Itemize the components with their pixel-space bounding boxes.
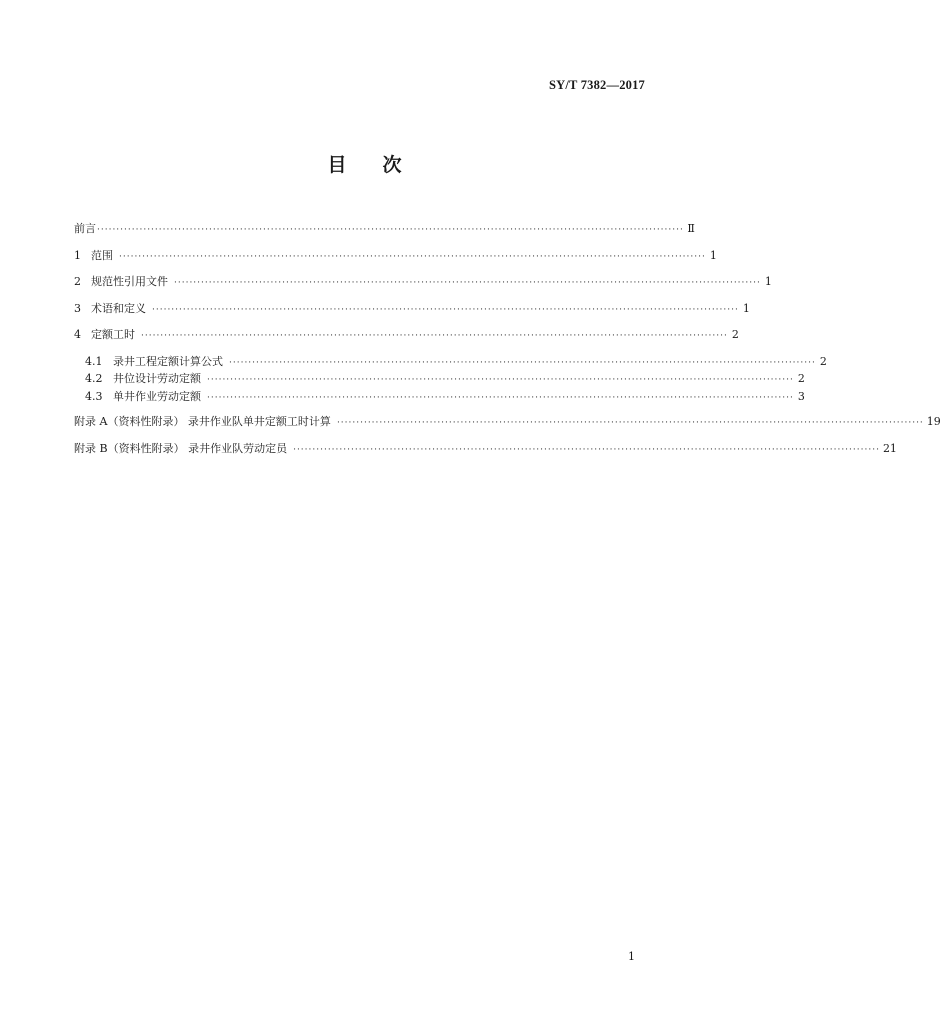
toc-section-number: 4.1 (85, 354, 103, 368)
toc-page-number: 1 (764, 275, 772, 288)
toc-entry-label: 录井工程定额计算公式 (113, 354, 223, 368)
toc-entry-label: 井位设计劳动定额 (113, 372, 201, 385)
toc-page-number: 21 (882, 441, 897, 455)
toc-section-number: 4 (74, 328, 81, 341)
toc-dot-leader: ························································································································································ (152, 304, 739, 315)
toc-dot-leader: ························································································································································ (119, 251, 706, 262)
toc-entry-4-3[interactable] (74, 388, 805, 406)
toc-entry-3[interactable] (74, 300, 750, 318)
toc-dot-leader: ························································································································································ (207, 392, 794, 403)
toc-dot-leader: ························································································································································ (97, 225, 684, 235)
toc-dot-leader: ························································································································································ (207, 375, 794, 385)
toc-page-number: Ⅱ (687, 222, 695, 235)
page-title: 目次 (327, 154, 438, 176)
toc-entry-4-1[interactable] (74, 353, 827, 371)
toc-section-number: 2 (74, 275, 81, 288)
toc-entry-4-2[interactable] (74, 370, 805, 388)
toc-page-number: 1 (709, 248, 717, 262)
toc-section-number: 1 (74, 248, 81, 262)
toc-page-number: 1 (742, 301, 750, 315)
page-number: 1 (628, 950, 635, 963)
toc-entry-label: 附录 B（资料性附录） 录井作业队劳动定员 (74, 441, 288, 455)
toc-entry-label: 术语和定义 (91, 301, 146, 315)
toc-entry-label: 附录 A（资料性附录） 录井作业队单井定额工时计算 (74, 415, 331, 428)
toc-page-number: 2 (819, 354, 827, 368)
toc-page-number: 2 (797, 372, 805, 385)
toc-entry-2[interactable] (74, 273, 772, 291)
toc-entry-1[interactable] (74, 247, 717, 265)
toc-dot-leader: ························································································································································ (336, 418, 924, 428)
toc-dot-leader: ························································································································································ (141, 331, 728, 341)
toc-entry-label: 范围 (91, 248, 113, 262)
toc-dot-leader: ························································································································································ (174, 278, 761, 288)
toc-page-number: 19 (926, 415, 941, 428)
toc-dot-leader: ························································································································································ (293, 444, 880, 455)
toc-entry-label: 规范性引用文件 (91, 275, 168, 288)
toc-page-number: 3 (797, 389, 805, 403)
toc-section-number: 4.2 (85, 372, 103, 385)
toc-entry-label: 定额工时 (91, 328, 135, 341)
document-code: SY/T 7382—2017 (549, 78, 645, 92)
toc-entry-label: 前言 (74, 222, 96, 235)
toc-dot-leader: ························································································································································ (229, 357, 816, 368)
toc-entry-4[interactable] (74, 326, 739, 344)
toc-page-number: 2 (731, 328, 739, 341)
toc-entry-appendix-b[interactable] (74, 440, 897, 458)
toc-entry-appendix-a[interactable] (74, 413, 941, 431)
toc-section-number: 3 (74, 301, 81, 315)
toc-entry-foreword[interactable] (74, 220, 695, 238)
table-of-contents (74, 220, 941, 466)
toc-section-number: 4.3 (85, 389, 103, 403)
toc-entry-label: 单井作业劳动定额 (113, 389, 201, 403)
